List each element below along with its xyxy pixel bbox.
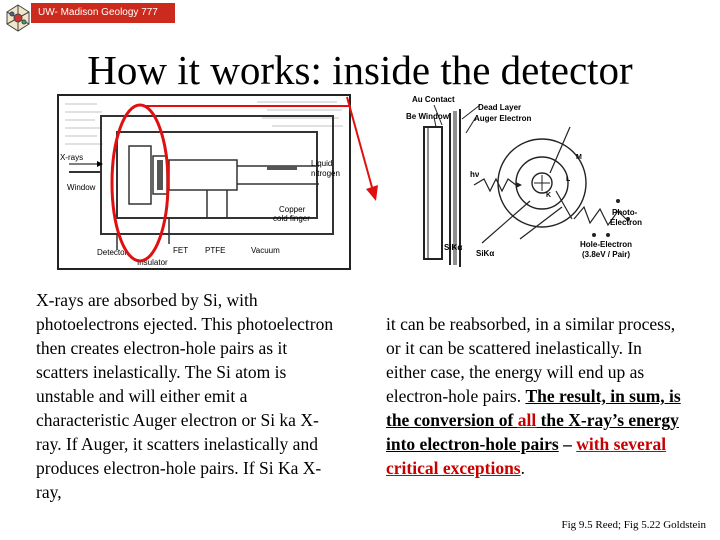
label-auger-electron: Auger Electron (474, 114, 532, 123)
atom-interaction-diagram (370, 89, 708, 271)
right-period: . (520, 458, 525, 478)
label-dead-layer: Dead Layer (478, 103, 522, 112)
label-xrays: X-rays (60, 153, 84, 162)
label-hole-electron-1: Hole-Electron (580, 240, 633, 249)
label-au-contact: Au Contact (412, 95, 455, 104)
label-l: L (566, 176, 571, 183)
label-liquid-nitrogen-1: Liquid (311, 159, 333, 168)
label-copper-1: Copper (279, 205, 306, 214)
label-photo-1: Photo- (612, 208, 638, 217)
label-photo-2: Electron (610, 218, 643, 227)
label-vacuum: Vacuum (251, 246, 280, 255)
label-sika-top: SiKα (444, 243, 463, 252)
label-sika-bottom: SiKα (476, 249, 495, 258)
result-emphasis-2: the X-ray’s energy into electron-hole pairs (386, 410, 679, 454)
crystal-logo-icon (3, 3, 33, 33)
result-dash: – (558, 434, 577, 454)
label-window: Window (67, 183, 96, 192)
label-m: M (576, 154, 582, 161)
label-detector: Detector (97, 248, 128, 257)
result-emphasis-1: The result, in sum, is the conversion of (386, 386, 681, 430)
exceptions-emphasis: with several critical exceptions (386, 434, 667, 478)
label-ptfe: PTFE (205, 246, 226, 255)
right-plain-text: it can be reabsorbed, in a similar process, or it can be scattered inelastically. In either case, the energy will end up as electron-hole pairs. (386, 314, 676, 406)
label-be-window: Be Window (406, 112, 450, 121)
photon-wave (474, 179, 516, 191)
course-badge: UW- Madison Geology 777 (31, 3, 175, 23)
label-k: K (546, 192, 552, 199)
slide-title: How it works: inside the detector (87, 47, 633, 93)
detector-diagram (57, 94, 351, 270)
figure-caption: Fig 9.5 Reed; Fig 5.22 Goldstein (561, 519, 706, 531)
result-emphasis-all: all (517, 410, 537, 430)
label-insulator: Insulator (137, 258, 168, 267)
label-hole-electron-2: (3.8eV / Pair) (582, 250, 631, 259)
label-fet: FET (173, 246, 189, 255)
left-paragraph: X-rays are absorbed by Si, with photoelectrons ejected. This photoelectron then creates electron-hole pairs as it scatters inelastically. The Si atom is unstable and will either emit a characteristic Auger electron or Si ka X-ray. If Auger, it scatters inelastically and produces electron-hole pairs. If Si Ka X-ray, (36, 290, 334, 502)
label-hv: hν (470, 170, 480, 179)
right-paragraph (386, 312, 686, 480)
label-copper-2: cold finger (273, 214, 310, 223)
label-liquid-nitrogen-2: nitrogen (311, 169, 340, 178)
